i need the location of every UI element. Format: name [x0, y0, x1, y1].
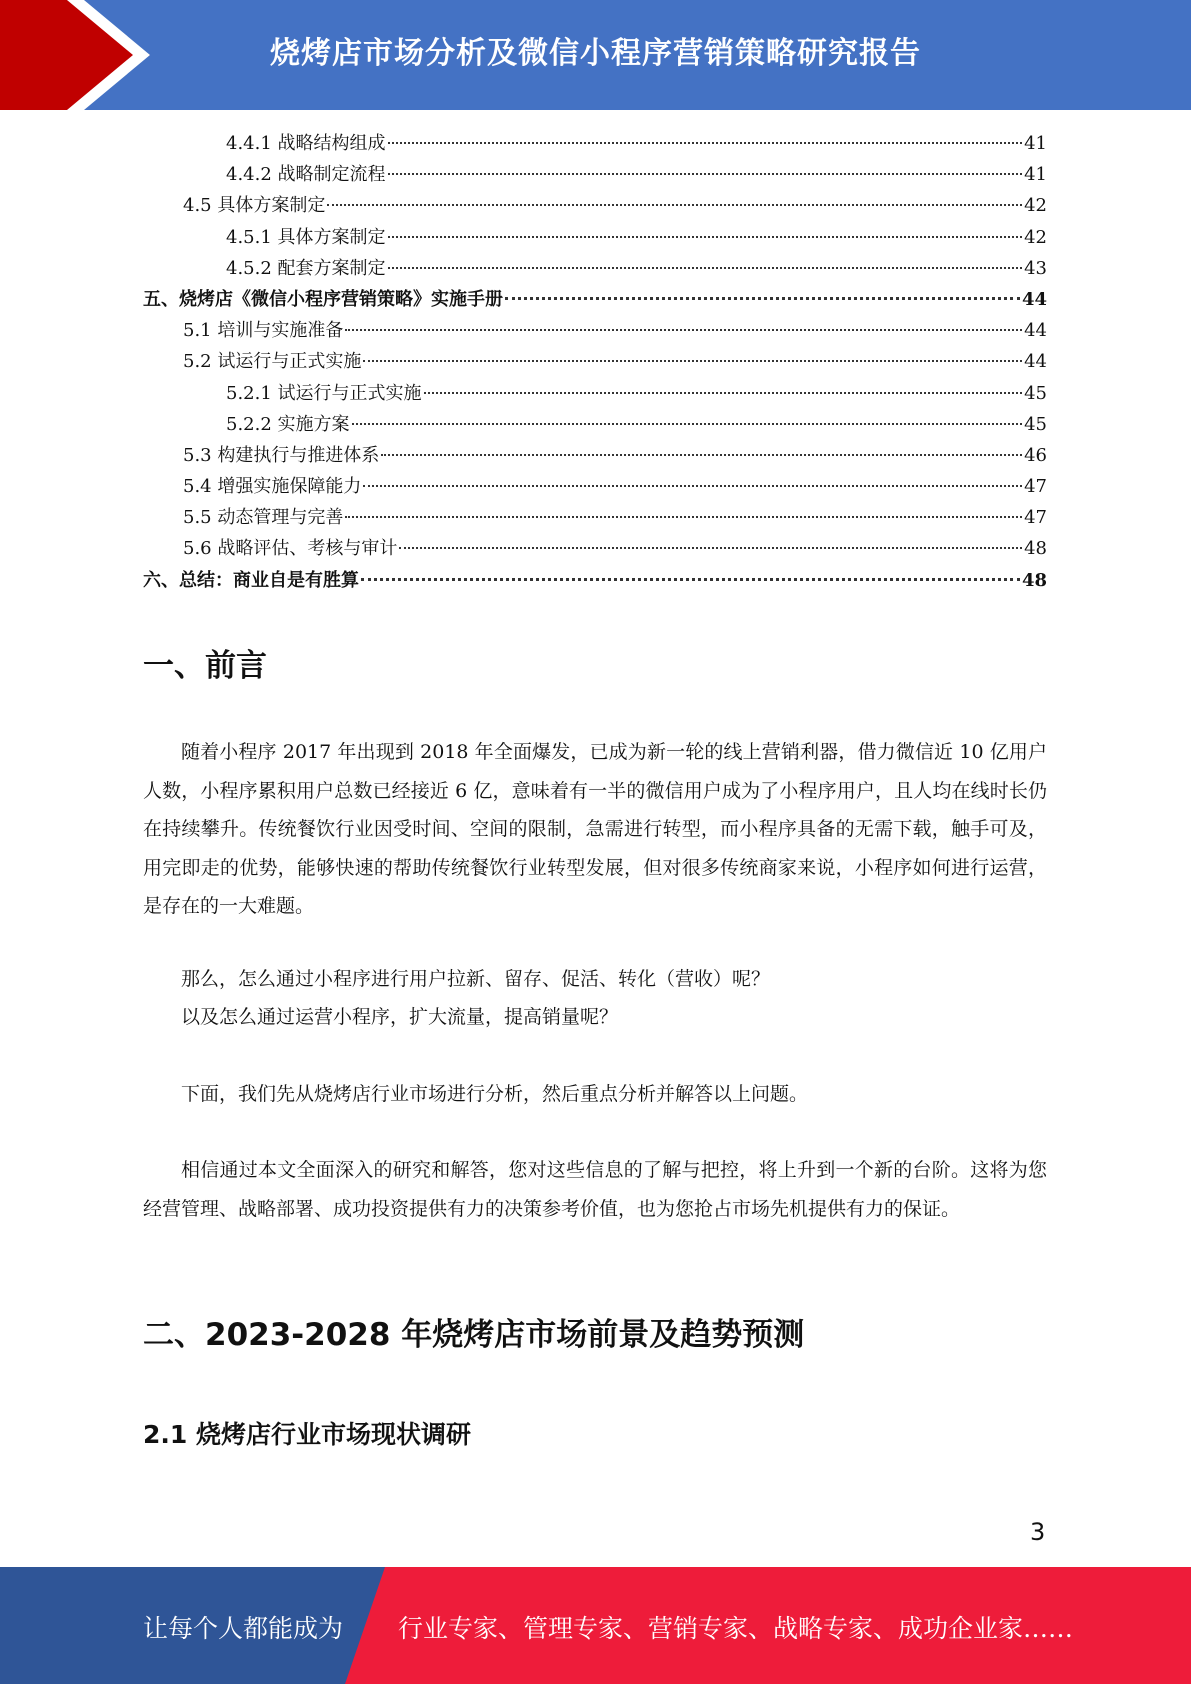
toc-dot-leader — [381, 454, 1022, 456]
toc-dot-leader — [388, 267, 1023, 269]
paragraph: 以及怎么通过运营小程序，扩大流量，提高销量呢？ — [181, 1006, 619, 1028]
page-number: 3 — [1030, 1518, 1046, 1546]
toc-entry-label: 4.4.1 战略结构组成 — [226, 133, 386, 154]
toc-dot-leader — [361, 578, 1020, 581]
toc-entry-page: 42 — [1024, 226, 1047, 248]
page-footer — [0, 1567, 1191, 1684]
toc-entry[interactable] — [143, 284, 1047, 315]
toc-entry-label: 4.4.2 战略制定流程 — [226, 164, 386, 186]
toc-entry-page: 44 — [1021, 288, 1047, 310]
toc-entry-page: 41 — [1024, 164, 1047, 186]
toc-entry-label: 5.2.2 实施方案 — [226, 413, 350, 435]
toc-entry-page: 45 — [1024, 382, 1047, 404]
toc-entry-label: 六、总结：商业自是有胜算 — [143, 569, 359, 591]
toc-entry[interactable] — [143, 565, 1047, 596]
toc-entry-page: 48 — [1024, 538, 1047, 560]
toc-entry[interactable] — [143, 159, 1047, 190]
paragraph: 那么，怎么通过小程序进行用户拉新、留存、促活、转化（营收）呢？ — [181, 968, 771, 990]
toc-entry-label: 4.5 具体方案制定 — [183, 195, 326, 217]
toc-entry[interactable] — [143, 190, 1047, 221]
toc-entry-label: 五、烧烤店《微信小程序营销策略》实施手册 — [143, 288, 503, 310]
toc-dot-leader — [424, 392, 1023, 394]
toc-entry[interactable] — [143, 128, 1047, 159]
footer-slogan-left: 让每个人都能成为 — [143, 1614, 344, 1643]
toc-entry-page: 41 — [1024, 133, 1047, 154]
toc-entry-label: 5.4 增强实施保障能力 — [183, 476, 362, 498]
toc-entry[interactable] — [143, 222, 1047, 253]
toc-dot-leader — [327, 204, 1022, 206]
toc-entry[interactable] — [143, 315, 1047, 346]
section-heading-preface: 一、前言 — [143, 648, 267, 684]
toc-dot-leader — [505, 297, 1020, 300]
toc-dot-leader — [388, 173, 1023, 175]
toc-dot-leader — [388, 142, 1023, 144]
table-of-contents — [143, 128, 1047, 596]
toc-entry-label: 5.2 试运行与正式实施 — [183, 351, 362, 373]
toc-entry[interactable] — [143, 440, 1047, 471]
toc-entry-label: 5.6 战略评估、考核与审计 — [183, 538, 398, 560]
toc-dot-leader — [399, 547, 1022, 549]
toc-entry-label: 5.5 动态管理与完善 — [183, 507, 344, 529]
toc-dot-leader — [345, 329, 1022, 331]
toc-entry-label: 5.3 构建执行与推进体系 — [183, 444, 380, 466]
toc-entry-page: 48 — [1021, 569, 1047, 591]
header-title: 烧烤店市场分析及微信小程序营销策略研究报告 — [270, 36, 921, 71]
toc-dot-leader — [363, 360, 1022, 362]
paragraph: 下面，我们先从烧烤店行业市场进行分析，然后重点分析并解答以上问题。 — [181, 1083, 809, 1105]
toc-entry[interactable] — [143, 471, 1047, 502]
toc-entry-label: 5.1 培训与实施准备 — [183, 320, 344, 342]
subsection-heading: 2.1 烧烤店行业市场现状调研 — [143, 1420, 471, 1449]
toc-entry[interactable] — [143, 409, 1047, 440]
section-heading-forecast: 二、2023-2028 年烧烤店市场前景及趋势预测 — [143, 1317, 805, 1353]
toc-entry[interactable] — [143, 533, 1047, 564]
toc-dot-leader — [388, 236, 1023, 238]
toc-entry-page: 44 — [1024, 351, 1047, 373]
toc-dot-leader — [345, 516, 1022, 518]
toc-entry[interactable] — [143, 346, 1047, 377]
toc-entry-page: 47 — [1024, 507, 1047, 529]
toc-entry[interactable] — [143, 502, 1047, 533]
paragraph: 随着小程序 2017 年出现到 2018 年全面爆发，已成为新一轮的线上营销利器，借力微信近 10 亿用户人数，小程序累积用户总数已经接近 6 亿，意味着有一半的微信用户成为了小程序用户，且人均在线时长仍在持续攀升。传统餐饮行业因受时间、空间的限制，急需进行转型，而小程序具备的无需下载，触手可及，用完即走的优势，能够快速的帮助传统餐饮行业转型发展，但对很多传统商家来说，小程序如何进行运营，是存在的一大难题。 — [143, 741, 1047, 917]
toc-dot-leader — [352, 423, 1023, 425]
toc-entry-page: 46 — [1024, 444, 1047, 466]
toc-entry-page: 45 — [1024, 413, 1047, 435]
paragraph: 相信通过本文全面深入的研究和解答，您对这些信息的了解与把控，将上升到一个新的台阶。这将为您经营管理、战略部署、成功投资提供有力的决策参考价值，也为您抢占市场先机提供有力的保证。 — [143, 1159, 1047, 1220]
toc-entry-page: 47 — [1024, 476, 1047, 498]
toc-entry-page: 42 — [1024, 195, 1047, 217]
footer-slogan-right: 行业专家、管理专家、营销专家、战略专家、成功企业家…… — [398, 1614, 1074, 1643]
toc-entry[interactable] — [143, 378, 1047, 409]
toc-dot-leader — [363, 485, 1022, 487]
toc-entry-page: 44 — [1024, 320, 1047, 342]
toc-entry[interactable] — [143, 253, 1047, 284]
toc-entry-label: 4.5.2 配套方案制定 — [226, 257, 386, 279]
toc-entry-page: 43 — [1024, 257, 1047, 279]
page-header — [0, 0, 1191, 110]
toc-entry-label: 5.2.1 试运行与正式实施 — [226, 382, 422, 404]
toc-entry-label: 4.5.1 具体方案制定 — [226, 226, 386, 248]
